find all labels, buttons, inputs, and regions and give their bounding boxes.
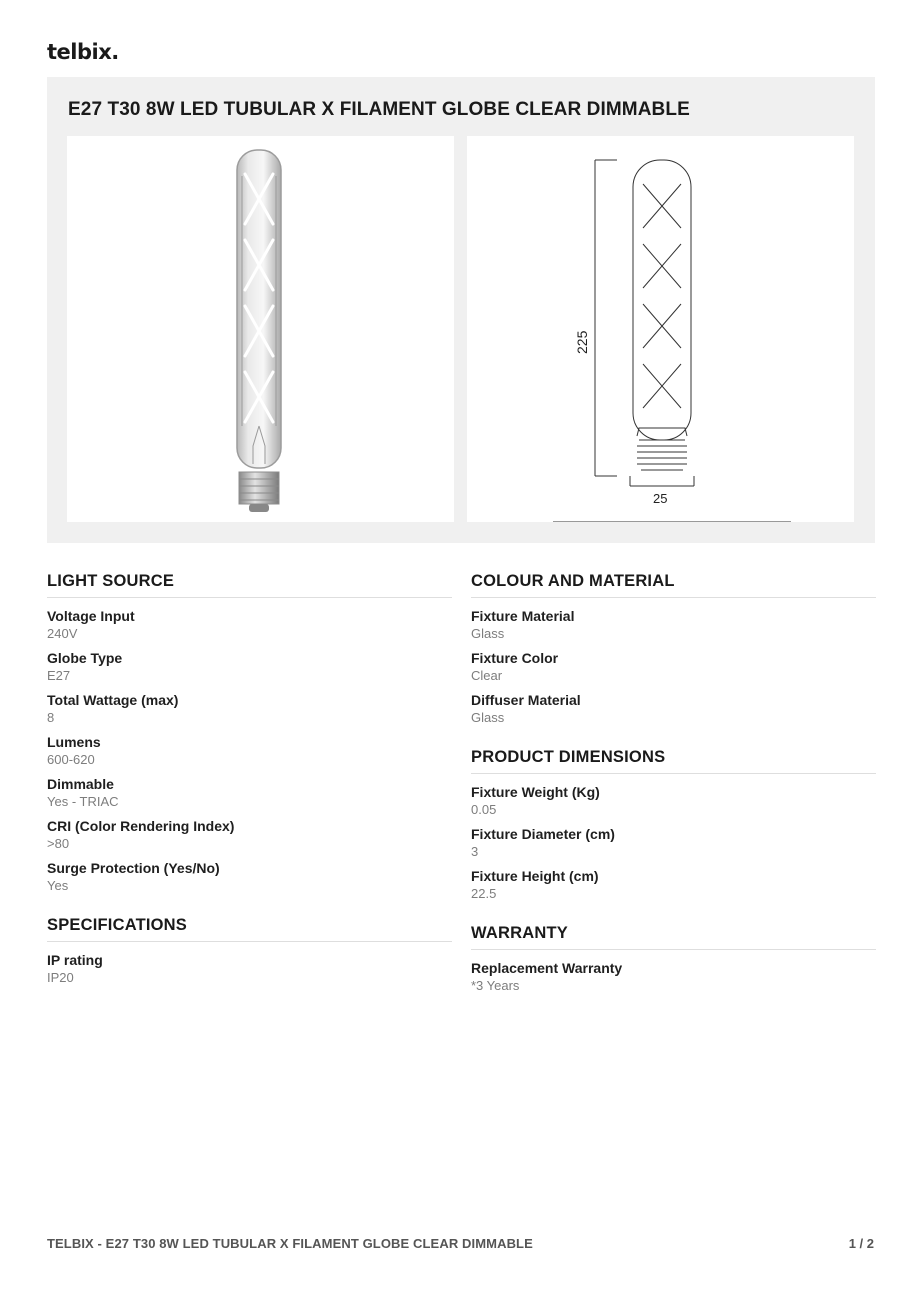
spec-value: Glass (471, 710, 505, 725)
dimension-drawing (467, 136, 854, 522)
tubular-filament-bulb-photo-icon (67, 136, 454, 522)
spec-item (47, 860, 452, 894)
section-title: WARRANTY (471, 924, 876, 950)
spec-item (471, 608, 876, 642)
spec-item (47, 608, 452, 642)
spec-value: E27 (47, 668, 71, 683)
spec-value: Yes - TRIAC (47, 794, 119, 809)
spec-item (471, 650, 876, 684)
spec-label: Fixture Diameter (cm) (471, 826, 615, 842)
spec-value: IP20 (47, 970, 74, 985)
section-light-source (47, 572, 452, 894)
section-title: PRODUCT DIMENSIONS (471, 748, 876, 774)
section-title: SPECIFICATIONS (47, 916, 452, 942)
spec-value: 22.5 (471, 886, 497, 901)
section-product-dimensions (471, 748, 876, 902)
section-warranty (471, 924, 876, 994)
product-title: E27 T30 8W LED TUBULAR X FILAMENT GLOBE CLEAR DIMMABLE (68, 99, 690, 120)
spec-item (47, 650, 452, 684)
left-column (47, 572, 452, 1008)
spec-label: Lumens (47, 734, 101, 750)
spec-item (471, 960, 876, 994)
spec-value: Glass (471, 626, 505, 641)
product-hero (47, 77, 875, 543)
spec-label: Fixture Weight (Kg) (471, 784, 600, 800)
section-colour-material (471, 572, 876, 726)
height-dimension-label: 225 (574, 330, 590, 354)
spec-item (471, 692, 876, 726)
section-title: COLOUR AND MATERIAL (471, 572, 876, 598)
spec-item (471, 826, 876, 860)
spec-item (47, 818, 452, 852)
spec-label: Fixture Color (471, 650, 559, 666)
spec-value: Clear (471, 668, 503, 683)
right-column (471, 572, 876, 1016)
spec-item (471, 868, 876, 902)
spec-value: 0.05 (471, 802, 497, 817)
spec-item (47, 692, 452, 726)
spec-label: Fixture Material (471, 608, 575, 624)
brand-logo: telbix. (47, 40, 119, 64)
spec-label: Dimmable (47, 776, 114, 792)
spec-label: Surge Protection (Yes/No) (47, 860, 220, 876)
spec-value: Yes (47, 878, 69, 893)
section-title: LIGHT SOURCE (47, 572, 452, 598)
spec-value: *3 Years (471, 978, 520, 993)
spec-item (471, 784, 876, 818)
spec-label: Total Wattage (max) (47, 692, 179, 708)
spec-item (47, 776, 452, 810)
spec-label: Fixture Height (cm) (471, 868, 599, 884)
product-photo (67, 136, 454, 522)
spec-label: CRI (Color Rendering Index) (47, 818, 235, 834)
spec-label: Globe Type (47, 650, 123, 666)
spec-item (47, 734, 452, 768)
page-number: 1 / 2 (848, 1236, 874, 1251)
dimension-drawing-icon (467, 136, 854, 522)
spec-label: Voltage Input (47, 608, 135, 624)
spec-value: 8 (47, 710, 55, 725)
section-specifications (47, 916, 452, 986)
spec-item (47, 952, 452, 986)
spec-value: 600-620 (47, 752, 95, 767)
spec-label: Diffuser Material (471, 692, 581, 708)
width-dimension-label: 25 (653, 491, 668, 506)
spec-value: 240V (47, 626, 78, 641)
footer-product-name: TELBIX - E27 T30 8W LED TUBULAR X FILAMENT GLOBE CLEAR DIMMABLE (47, 1236, 533, 1251)
spec-value: >80 (47, 836, 70, 851)
spec-label: IP rating (47, 952, 103, 968)
spec-value: 3 (471, 844, 479, 859)
spec-label: Replacement Warranty (471, 960, 623, 976)
